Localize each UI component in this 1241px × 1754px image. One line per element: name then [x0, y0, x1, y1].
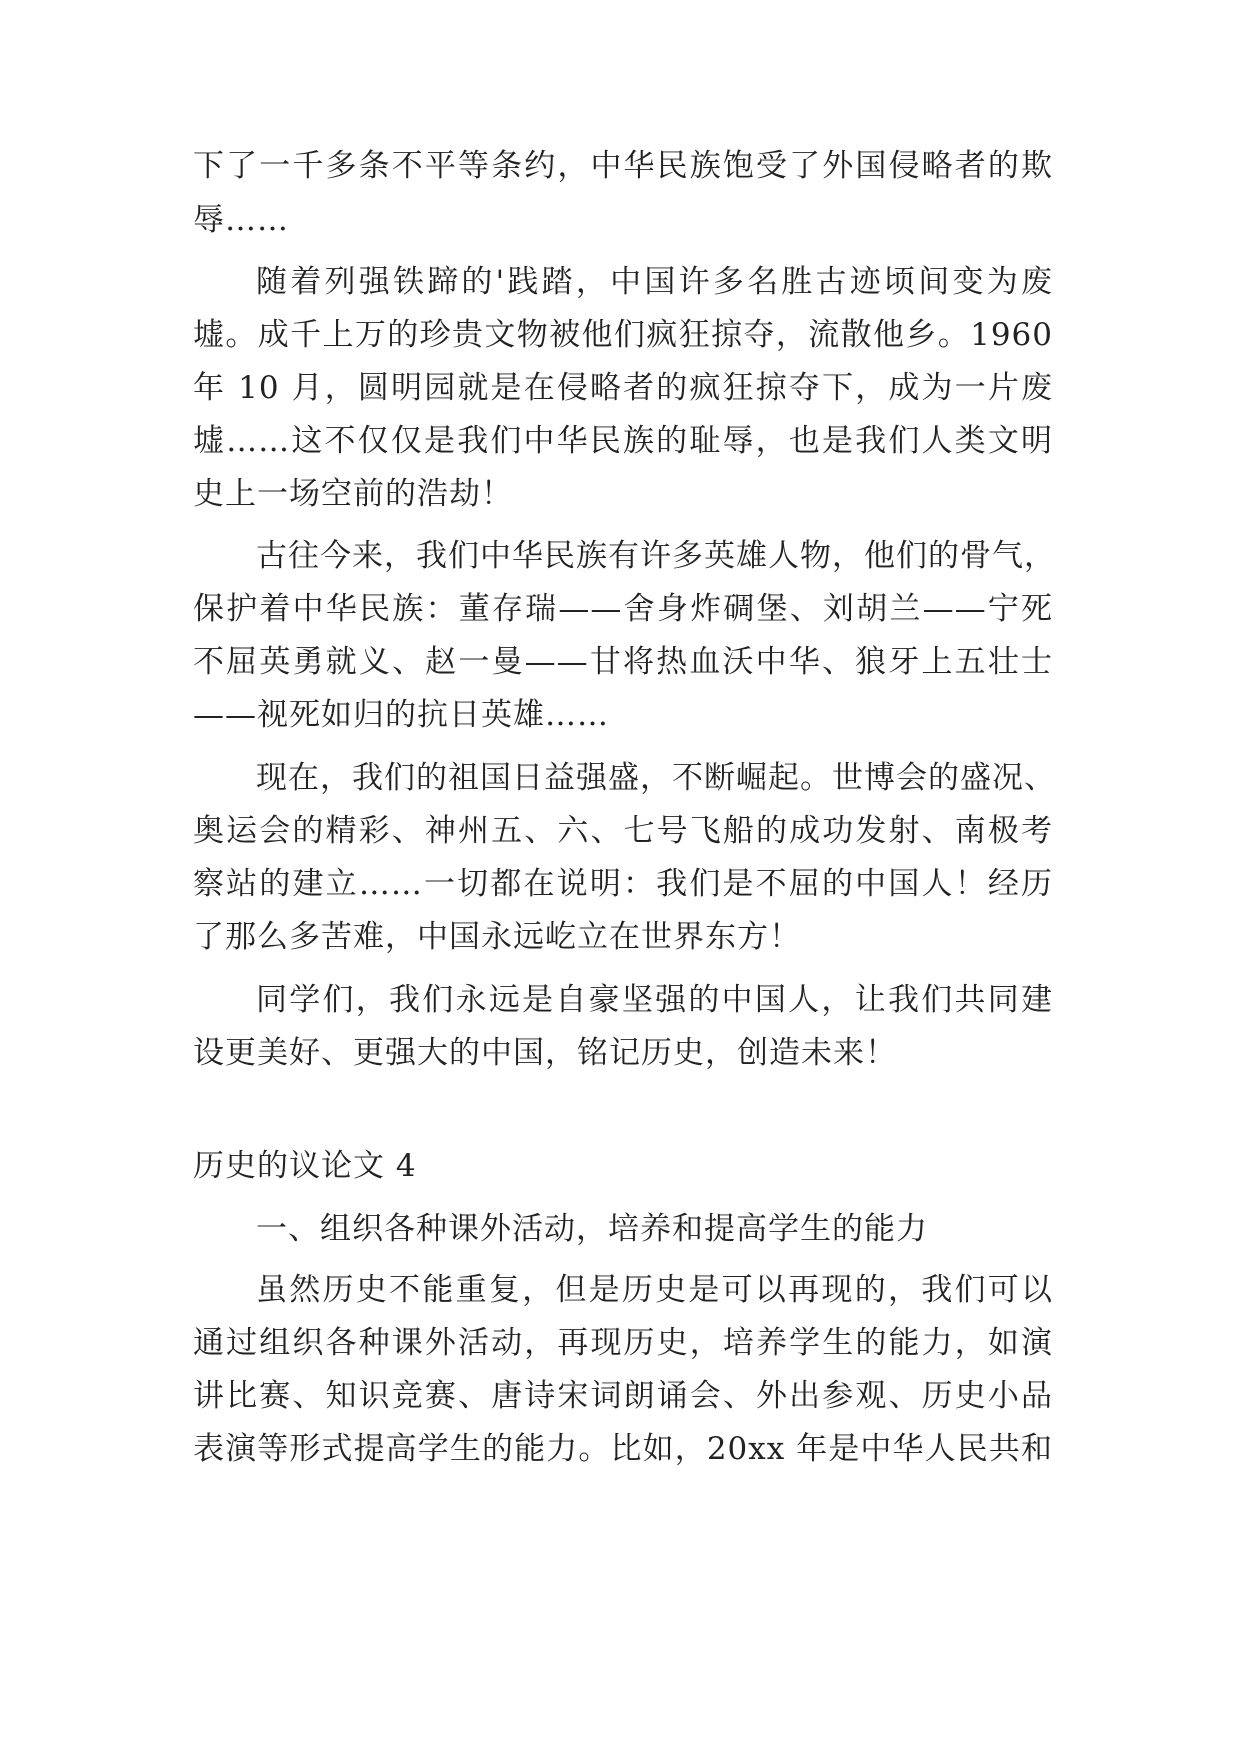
paragraph-start-line: 现在，我们的祖国日益强盛，不断崛起。世博会的盛况、 — [256, 760, 1056, 796]
text-line: 墟。成千上万的珍贵文物被他们疯狂掠夺，流散他乡。1960 — [193, 317, 1053, 353]
text-line: 讲比赛、知识竞赛、唐诗宋词朗诵会、外出参观、历史小品 — [193, 1378, 1053, 1414]
text-line: 辱…… — [193, 202, 289, 238]
paragraph-start-line: 随着列强铁蹄的'践踏，中国许多名胜古迹顷间变为废 — [256, 264, 1053, 300]
text-line: 不屈英勇就义、赵一曼——甘将热血沃中华、狼牙上五壮士 — [193, 644, 1053, 680]
text-line: 表演等形式提高学生的能力。比如，20xx 年是中华人民共和 — [193, 1431, 1053, 1467]
subheading: 一、组织各种课外活动，培养和提高学生的能力 — [256, 1211, 928, 1247]
text-line: 保护着中华民族：董存瑞——舍身炸碉堡、刘胡兰——宁死 — [193, 591, 1053, 627]
text-line: 察站的建立……一切都在说明：我们是不屈的中国人！经历 — [193, 866, 1053, 902]
paragraph-start-line: 古往今来，我们中华民族有许多英雄人物，他们的骨气， — [256, 538, 1056, 574]
text-line: ——视死如归的抗日英雄…… — [193, 697, 609, 733]
section-title: 历史的议论文 4 — [193, 1148, 417, 1184]
paragraph-start-line: 同学们，我们永远是自豪坚强的中国人，让我们共同建 — [256, 982, 1053, 1018]
text-line: 史上一场空前的浩劫！ — [193, 476, 513, 512]
text-line: 年 10 月，圆明园就是在侵略者的疯狂掠夺下，成为一片废 — [193, 370, 1053, 406]
text-line: 下了一千多条不平等条约，中华民族饱受了外国侵略者的欺 — [193, 148, 1053, 184]
text-line: 了那么多苦难，中国永远屹立在世界东方！ — [193, 919, 801, 955]
text-line: 奥运会的精彩、神州五、六、七号飞船的成功发射、南极考 — [193, 813, 1053, 849]
text-line: 墟……这不仅仅是我们中华民族的耻辱，也是我们人类文明 — [193, 423, 1053, 459]
text-line: 通过组织各种课外活动，再现历史，培养学生的能力，如演 — [193, 1325, 1053, 1361]
text-line: 设更美好、更强大的中国，铭记历史，创造未来！ — [193, 1035, 897, 1071]
paragraph-start-line: 虽然历史不能重复，但是历史是可以再现的，我们可以 — [256, 1272, 1053, 1308]
